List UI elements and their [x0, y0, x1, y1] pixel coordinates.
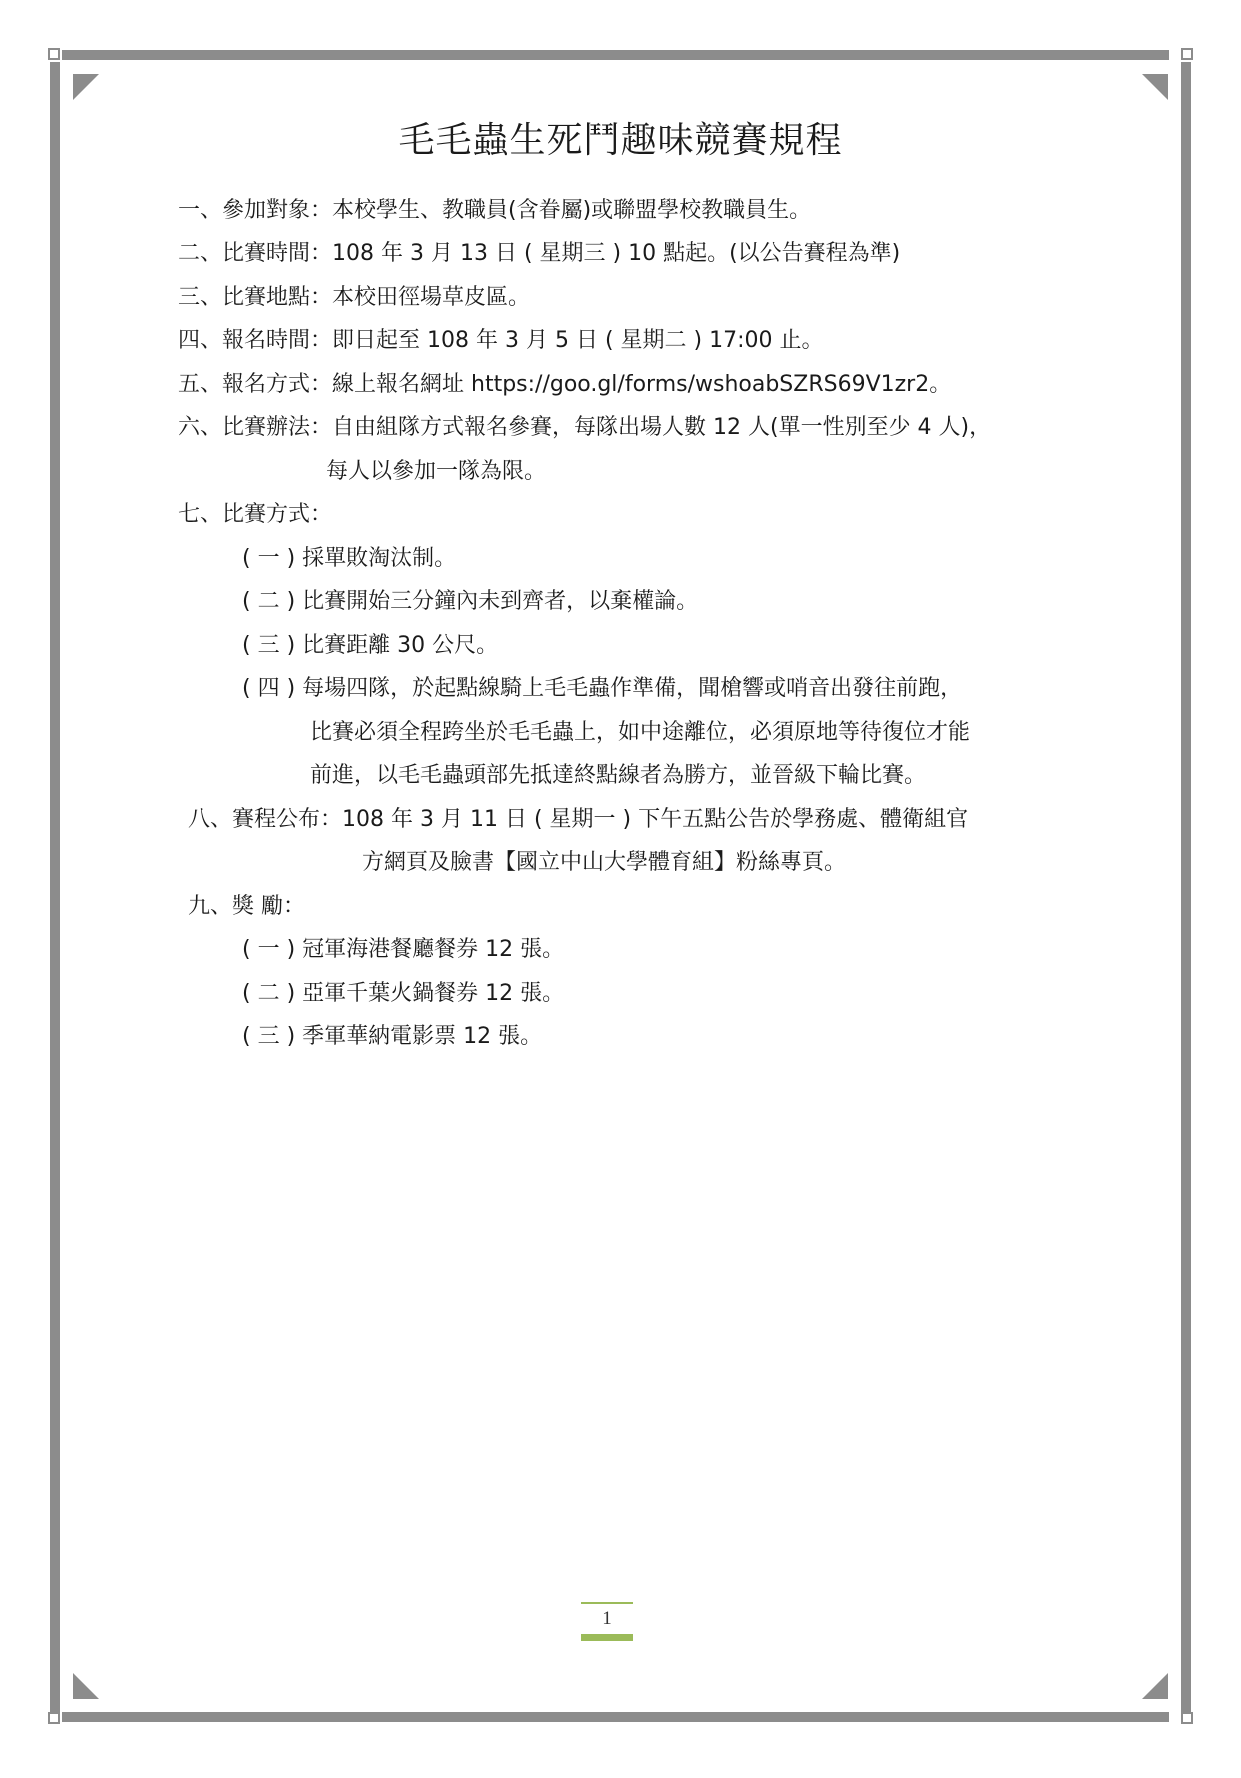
page-border-top: [62, 50, 1169, 60]
section-participants: 一、參加對象：本校學生、教職員(含眷屬)或聯盟學校教職員生。: [178, 198, 812, 223]
format-item-4-cont-1: 比賽必須全程跨坐於毛毛蟲上，如中途離位，必須原地等待復位才能: [310, 720, 971, 745]
section-schedule-announcement-cont: 方網頁及臉書【國立中山大學體育組】粉絲專頁。: [362, 850, 847, 875]
page-border-bottom: [62, 1712, 1169, 1722]
section-match-rules-cont: 每人以參加一隊為限。: [326, 459, 547, 484]
format-item-3: ( 三 ) 比賽距離 30 公尺。: [242, 633, 499, 658]
corner-triangle-top-right: [1142, 74, 1168, 100]
page-border-left: [50, 62, 60, 1712]
format-item-4-cont-2: 前進，以毛毛蟲頭部先抵達終點線者為勝方，並晉級下輪比賽。: [310, 763, 927, 788]
section-match-format: 七、比賽方式：: [178, 502, 333, 527]
border-corner-top-left: [48, 48, 60, 60]
section-awards: 九、獎 勵：: [188, 894, 305, 919]
document-title: 毛毛蟲生死鬥趣味競賽規程: [398, 120, 843, 161]
section-match-rules: 六、比賽辦法：自由組隊方式報名參賽，每隊出場人數 12 人(單一性別至少 4 人)，: [178, 415, 992, 440]
section-registration-method: 五、報名方式：線上報名網址 https://goo.gl/forms/wshoabSZRS69V1zr2。: [178, 372, 952, 397]
section-match-time: 二、比賽時間：108 年 3 月 13 日 ( 星期三 ) 10 點起。(以公告賽程為準): [178, 241, 901, 266]
section-match-venue: 三、比賽地點：本校田徑場草皮區。: [178, 285, 531, 310]
award-item-3: ( 三 ) 季軍華納電影票 12 張。: [242, 1024, 543, 1049]
page-number-box: [581, 1602, 633, 1642]
section-registration-time: 四、報名時間：即日起至 108 年 3 月 5 日 ( 星期二 ) 17:00 止。: [178, 328, 824, 353]
format-item-1: ( 一 ) 採單敗淘汰制。: [242, 546, 457, 571]
corner-triangle-bottom-left: [73, 1673, 99, 1699]
border-corner-bottom-left: [48, 1712, 60, 1724]
format-item-4: ( 四 ) 每場四隊，於起點線騎上毛毛蟲作準備，聞槍響或哨音出發往前跑，: [242, 676, 963, 701]
page-number: 1: [602, 1608, 612, 1629]
page-number-bottom-rule: [581, 1634, 633, 1641]
award-item-2: ( 二 ) 亞軍千葉火鍋餐券 12 張。: [242, 981, 565, 1006]
border-corner-bottom-right: [1181, 1712, 1193, 1724]
section-schedule-announcement: 八、賽程公布：108 年 3 月 11 日 ( 星期一 ) 下午五點公告於學務處、體衛組官: [188, 807, 969, 832]
border-corner-top-right: [1181, 48, 1193, 60]
award-item-1: ( 一 ) 冠軍海港餐廳餐券 12 張。: [242, 937, 565, 962]
corner-triangle-bottom-right: [1142, 1673, 1168, 1699]
page-border-right: [1181, 62, 1191, 1712]
corner-triangle-top-left: [73, 74, 99, 100]
format-item-2: ( 二 ) 比賽開始三分鐘內未到齊者，以棄權論。: [242, 589, 699, 614]
page-number-top-rule: [581, 1602, 633, 1604]
